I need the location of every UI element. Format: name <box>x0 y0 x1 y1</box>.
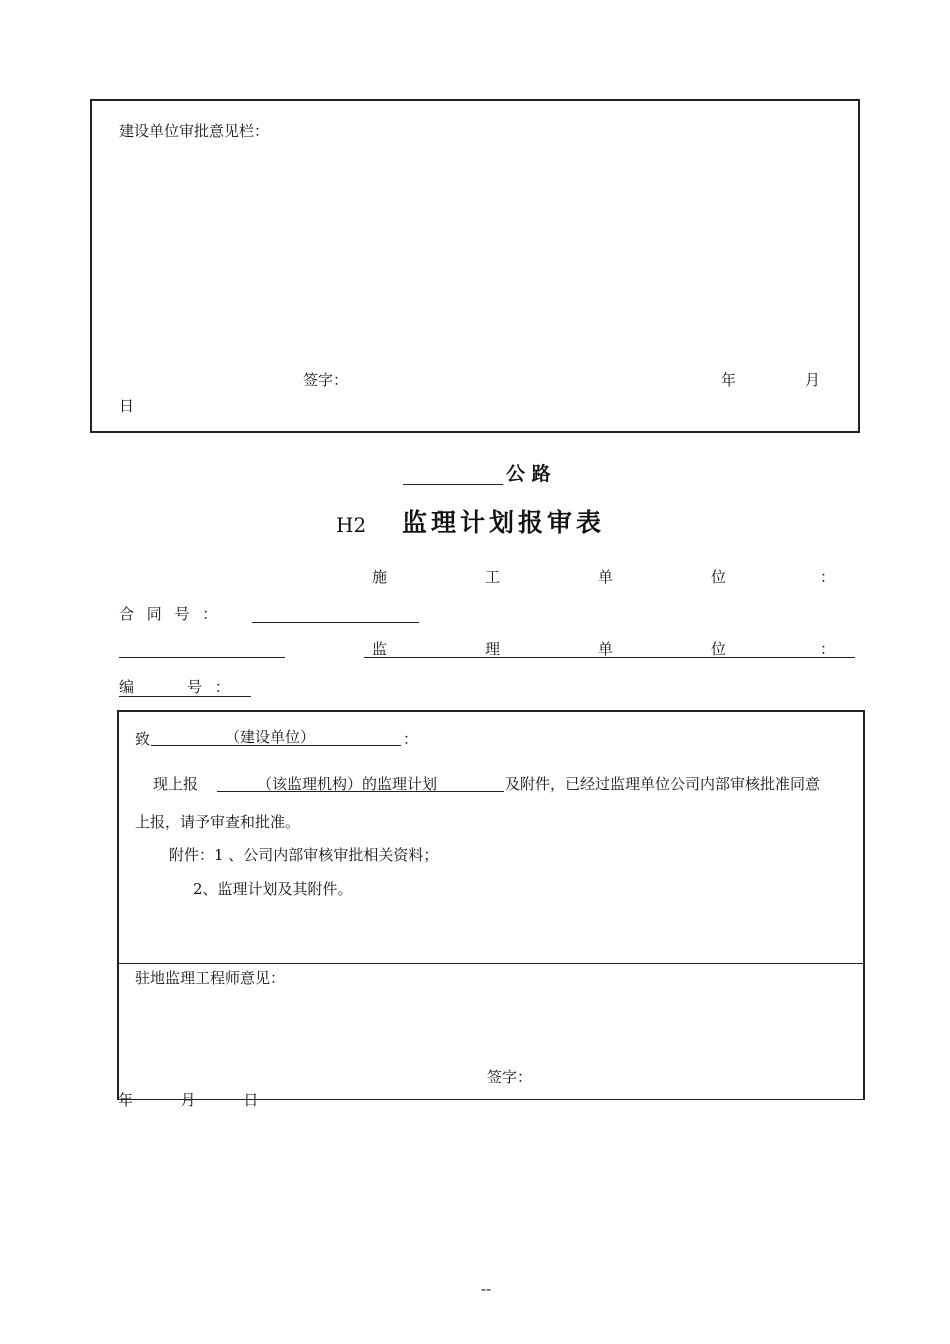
approval-year-label: 年 <box>721 371 737 389</box>
approval-day-label: 日 <box>119 397 135 415</box>
contractor-colon: ： <box>820 568 836 586</box>
form-divider <box>117 963 865 964</box>
engineer-date-line: 年 月 日 <box>118 1091 259 1109</box>
contractor-char-2: 工 <box>485 568 501 586</box>
approval-month-label: 月 <box>805 371 821 389</box>
to-unit: （建设单位） <box>225 728 316 746</box>
supervisor-char-1: 监 <box>372 640 388 658</box>
report-line2: 上报，请予审查和批准。 <box>135 813 301 831</box>
approval-signature-label: 签字： <box>303 371 349 389</box>
contractor-char-3: 单 <box>598 568 614 586</box>
contract-no-label: 合 同 号 ： <box>119 605 222 623</box>
contractor-char-1: 施 <box>372 568 388 586</box>
engineer-signature-label: 签字： <box>487 1068 533 1086</box>
number-label-a: 编 <box>119 678 135 696</box>
engineer-opinion-label: 驻地监理工程师意见： <box>135 969 286 987</box>
supervisor-char-3: 单 <box>598 640 614 658</box>
contractor-name-blank[interactable] <box>119 657 285 658</box>
attachment-2: 2、监理计划及其附件。 <box>193 880 353 898</box>
road-suffix: 公 路 <box>506 463 551 485</box>
engineer-date-clip <box>118 1086 858 1109</box>
report-suffix: 及附件，已经过监理单位公司内部审核批准同意 <box>505 775 821 793</box>
page-mark: -- <box>481 1280 492 1298</box>
to-colon: ： <box>403 730 419 748</box>
contractor-char-4: 位 <box>711 568 727 586</box>
form-code: H2 <box>336 513 367 537</box>
form-box <box>117 710 865 1100</box>
road-name-blank <box>403 484 503 485</box>
to-prefix: 致 <box>135 730 151 748</box>
approval-box <box>90 99 860 433</box>
report-item: （该监理机构）的监理计划 <box>257 775 438 793</box>
contract-no-blank[interactable] <box>252 622 419 623</box>
number-underline <box>119 696 251 697</box>
supervisor-char-4: 位 <box>711 640 727 658</box>
number-label-b: 号 ： <box>187 678 234 696</box>
supervisor-colon: ： <box>820 640 836 658</box>
report-prefix: 现上报 <box>153 775 199 793</box>
form-title: 监理计划报审表 <box>402 508 606 537</box>
approval-label: 建设单位审批意见栏： <box>119 122 270 140</box>
attachment-1: 附件：1 、公司内部审核审批相关资料； <box>169 846 439 864</box>
supervisor-char-2: 理 <box>485 640 501 658</box>
